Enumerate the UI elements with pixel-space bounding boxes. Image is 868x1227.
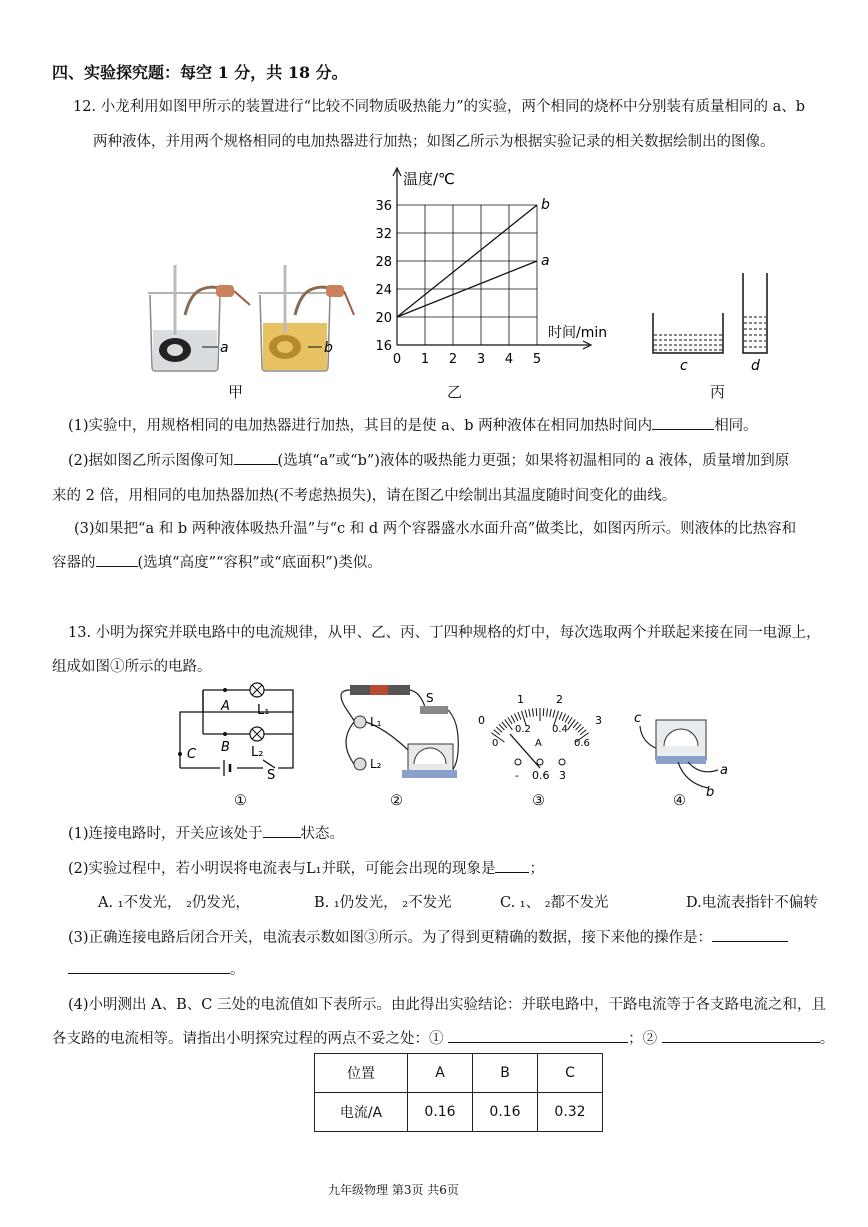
- q12-p1-blank[interactable]: [652, 415, 714, 430]
- dial-tick: [550, 709, 551, 717]
- circuit-diagram: [175, 680, 310, 780]
- q12-p3-blank[interactable]: [96, 552, 138, 567]
- table-header: 位置: [315, 1054, 408, 1093]
- meter-wiring: [630, 708, 740, 798]
- dial-tick: [494, 730, 500, 735]
- physical-circuit: [330, 682, 465, 787]
- dial-tick: [543, 708, 544, 716]
- dial-tick: [565, 715, 569, 722]
- fig3-label: ③: [532, 793, 545, 809]
- q13-part3: (3)正确连接电路后闭合开关，电流表示数如图③所示。为了得到更精确的数据，接下来他的操作是：: [68, 926, 788, 947]
- q12-part1: (1)实验中，用规格相同的电加热器进行加热，其目的是使 a、b 两种液体在相同加热时间内 相同。: [68, 414, 758, 435]
- dial-tick: [518, 712, 521, 719]
- table-row-label: 电流/A: [315, 1093, 408, 1132]
- q13-part2: (2)实验过程中，若小明误将电流表与L₁并联，可能会出现的现象是 ；: [68, 857, 544, 878]
- svg-text:b: b: [706, 785, 715, 798]
- x-tick-label: 1: [420, 352, 430, 367]
- option-C: C. ₁、 ₂都不发光: [500, 895, 609, 911]
- svg-text:0.4: 0.4: [552, 724, 568, 735]
- dial-tick: [499, 724, 504, 730]
- x-tick-label: 3: [476, 352, 486, 367]
- dial-tick: [547, 708, 548, 716]
- q13-part4: (4)小明测出 A、B、C 三处的电流值如下表所示。由此得出实验结论：并联电路中，干路电流等于各支路电流之和，且: [68, 997, 826, 1013]
- q13-p4-blank2[interactable]: [662, 1028, 820, 1043]
- dial-tick: [508, 717, 512, 724]
- temperature-chart: [370, 160, 620, 380]
- dial-tick: [580, 730, 586, 735]
- section-title: 四、实验探究题：每空 1 分，共 18 分。: [52, 63, 348, 82]
- table-row: [315, 1093, 603, 1132]
- table-header-row: [315, 1054, 603, 1093]
- table-cell: 0.16: [473, 1093, 538, 1132]
- dial-tick: [529, 709, 530, 717]
- chart-ticks: [375, 199, 541, 367]
- fig2-switch-label: S: [426, 691, 434, 705]
- dial-tick: [578, 727, 584, 732]
- q12-p2-blank[interactable]: [234, 450, 278, 465]
- fig2-L2-label: L₂: [370, 757, 382, 771]
- fig-bing-caption: 丙: [710, 383, 726, 401]
- beaker-a: [148, 265, 250, 371]
- svg-text:0.6: 0.6: [532, 769, 550, 782]
- container-d: [743, 273, 767, 353]
- container-c-label: c: [680, 358, 688, 374]
- dial-tick: [532, 708, 533, 716]
- x-tick-label: 4: [504, 352, 514, 367]
- chart-grid: [397, 205, 537, 345]
- svg-text:0: 0: [478, 714, 485, 727]
- fig1-label: ①: [234, 793, 247, 809]
- y-tick-label: 32: [375, 227, 392, 242]
- option-A: A. ₁不发光， ₂仍发光，: [98, 895, 250, 911]
- point-A: A: [221, 699, 230, 714]
- dial-tick: [568, 719, 576, 730]
- beaker-b-label: b: [324, 340, 333, 356]
- q12-part2-cont: 来的 2 倍，用相同的电加热器加热(不考虑热损失)，请在图乙中绘制出其温度随时间变化的曲线。: [52, 488, 677, 504]
- q13-intro-line1: 13. 小明为探究并联电路中的电流规律，从甲、乙、丙、丁四种规格的灯中，每次选取两个并联起来接在同一电源上，: [68, 625, 821, 641]
- q13-p3-blank[interactable]: [712, 927, 788, 942]
- q13-part1: (1)连接电路时，开关应该处于 状态。: [68, 822, 344, 843]
- dial-tick: [505, 719, 513, 730]
- svg-text:3: 3: [559, 769, 566, 782]
- container-c: [653, 313, 723, 353]
- y-axis-label: 温度/℃: [403, 170, 455, 188]
- dial-tick: [514, 714, 517, 721]
- y-tick-label: 28: [375, 255, 392, 270]
- series-label-a: a: [541, 253, 550, 269]
- chart-lines: [397, 197, 550, 317]
- dial-tick: [525, 710, 527, 718]
- fig2-L1-label: L₁: [370, 715, 382, 729]
- q13-part3-cont: 。: [68, 958, 245, 979]
- svg-text:0.2: 0.2: [515, 724, 531, 735]
- dial-tick: [568, 717, 572, 724]
- dial-tick: [576, 724, 581, 730]
- fig-yi-caption: 乙: [447, 383, 463, 401]
- option-B: B. ₁仍发光， ₂不发光: [314, 895, 452, 911]
- svg-text:c: c: [634, 711, 642, 726]
- lamp-L2-label: L₂: [251, 745, 264, 760]
- table-header: C: [538, 1054, 603, 1093]
- q13-p1-blank[interactable]: [263, 823, 301, 838]
- q12-part3: (3)如果把“a 和 b 两种液体吸热升温”与“c 和 d 两个容器盛水水面升高”做类比，如图丙所示。则液体的比热容和: [74, 521, 797, 537]
- q13-intro-line2: 组成如图①所示的电路。: [52, 659, 212, 675]
- q13-p3-blank2[interactable]: [68, 959, 230, 974]
- containers-figure: [645, 265, 775, 375]
- y-tick-label: 16: [375, 339, 392, 354]
- table-header: B: [473, 1054, 538, 1093]
- q13-part4-cont: 各支路的电流相等。请指出小明探究过程的两点不妥之处：① ；② 。: [52, 1027, 834, 1048]
- current-table: [314, 1053, 603, 1132]
- fig-jia-caption: 甲: [228, 383, 244, 401]
- beaker-b: [258, 265, 354, 371]
- dial-tick: [559, 712, 562, 719]
- q12-part3-cont: 容器的 (选填“高度”“容积”或“底面积”)类似。: [52, 551, 382, 572]
- y-tick-label: 36: [375, 199, 392, 214]
- svg-text:-: -: [515, 769, 519, 782]
- series-label-b: b: [541, 197, 550, 213]
- y-tick-label: 20: [375, 311, 392, 326]
- dial-tick: [562, 714, 565, 721]
- q12-intro-line2: 两种液体，并用两个规格相同的电加热器进行加热；如图乙所示为根据实验记录的相关数据绘制出的图像。: [93, 134, 775, 150]
- fig4-label: ④: [673, 793, 686, 809]
- svg-text:0.6: 0.6: [574, 738, 590, 749]
- dial-tick: [553, 710, 555, 718]
- beakers-figure: [140, 255, 355, 375]
- page-footer: 九年级物理 第3页 共6页: [328, 1183, 459, 1197]
- svg-text:1: 1: [517, 693, 524, 706]
- point-C: C: [187, 747, 197, 762]
- dial-tick: [536, 708, 537, 716]
- container-d-label: d: [751, 358, 760, 374]
- dial-tick: [511, 715, 515, 722]
- svg-text:2: 2: [556, 693, 563, 706]
- chart-axes: [393, 168, 591, 349]
- dial-tick: [496, 727, 502, 732]
- x-tick-label: 0: [392, 352, 402, 367]
- fig2-label: ②: [390, 793, 403, 809]
- svg-text:a: a: [720, 763, 728, 778]
- beaker-a-label: a: [220, 340, 229, 356]
- table-cell: 0.16: [408, 1093, 473, 1132]
- table-header: A: [408, 1054, 473, 1093]
- x-axis-label: 时间/min: [548, 325, 608, 341]
- table-cell: 0.32: [538, 1093, 603, 1132]
- dial-tick: [502, 722, 507, 728]
- svg-text:3: 3: [595, 714, 602, 727]
- svg-text:A: A: [535, 738, 542, 749]
- ammeter-scale: [470, 688, 610, 788]
- point-B: B: [221, 740, 230, 755]
- x-tick-label: 2: [448, 352, 458, 367]
- q12-part2: (2)据如图乙所示图像可知 (选填“a”或“b”)液体的吸热能力更强；如果将初温相同的 a 液体，质量增加到原: [68, 449, 789, 470]
- svg-text:0: 0: [492, 738, 499, 749]
- switch-S-label: S: [267, 768, 276, 780]
- lamp-L1-label: L₁: [257, 703, 270, 718]
- q13-p4-blank1[interactable]: [448, 1028, 628, 1043]
- q13-p2-blank[interactable]: [495, 858, 529, 873]
- option-D: D.电流表指针不偏转: [686, 895, 818, 911]
- q12-intro-line1: 12. 小龙利用如图甲所示的装置进行“比较不同物质吸热能力”的实验，两个相同的烧杯中分别装有质量相同的 a、b: [73, 99, 806, 115]
- dial-tick: [573, 722, 578, 728]
- y-tick-label: 24: [375, 283, 392, 298]
- x-tick-label: 5: [532, 352, 542, 367]
